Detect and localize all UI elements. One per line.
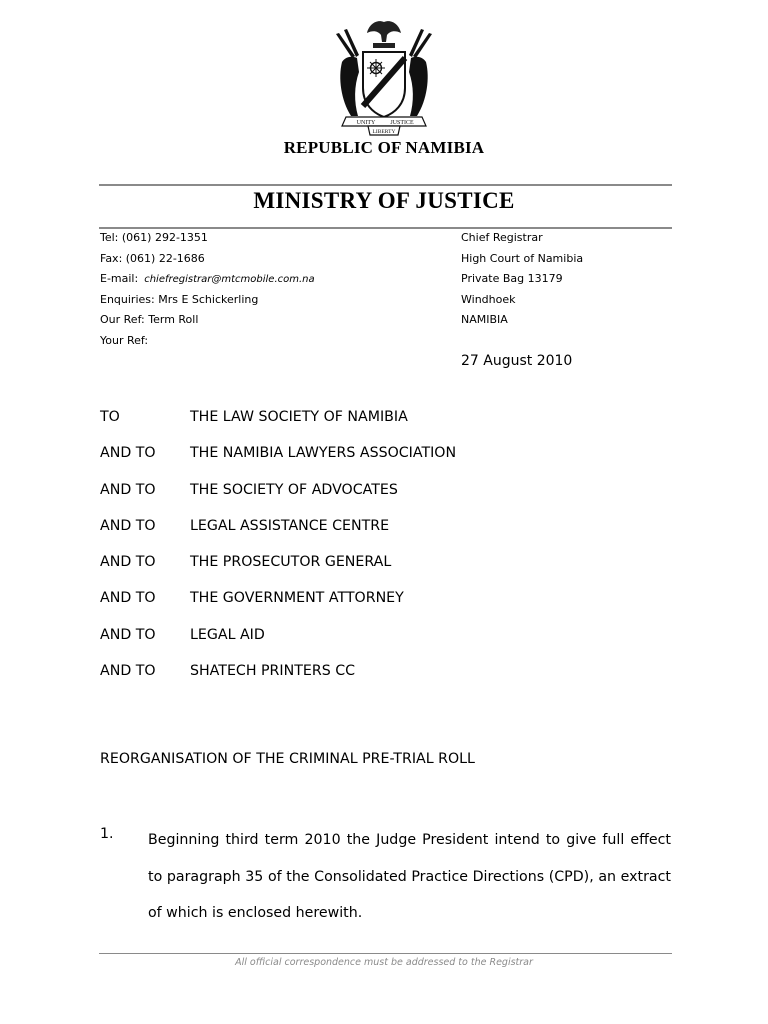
namibia-coat-of-arms-icon [328, 16, 440, 138]
tel-line: Tel: (061) 292-1351 [100, 231, 208, 244]
recipient-name: THE LAW SOCIETY OF NAMIBIA [190, 409, 408, 425]
email-line [100, 269, 315, 290]
fax-line: Fax: (061) 22-1686 [100, 251, 205, 265]
recipient-name: SHATECH PRINTERS CC [190, 663, 356, 680]
address-block-right [461, 228, 583, 331]
paragraph-text: Beginning third term 2010 the Judge President intend to give full effect to paragraph 35 of the Consolidated Practice Directions (CPD), an extract of which is enclosed herewith. [148, 832, 671, 921]
email-address: chiefregistrar@mtcmobile.com.na [144, 274, 315, 286]
footer-rule [99, 953, 672, 954]
contact-block-left [100, 228, 315, 352]
recipient-prefix: TO [100, 409, 120, 425]
recipient-prefix: AND TO [100, 517, 156, 534]
recipient-prefix: AND TO [100, 554, 156, 571]
recipient-name: LEGAL ASSISTANCE CENTRE [190, 517, 390, 534]
our-ref-line: Our Ref: Term Roll [100, 313, 199, 327]
paragraph-number: 1. [100, 826, 114, 842]
address-line-5: NAMIBIA [461, 313, 508, 327]
recipient-prefix: AND TO [100, 590, 156, 607]
recipient-prefix: AND TO [100, 481, 156, 498]
footer-note: All official correspondence must be addressed to the Registrar [235, 957, 533, 968]
recipient-prefix: AND TO [100, 663, 156, 680]
crest-ribbon-justice: JUSTICE [390, 120, 414, 126]
address-line-2: High Court of Namibia [461, 251, 584, 265]
crest-ribbon-unity: UNITY [356, 120, 376, 126]
recipient-name: THE GOVERNMENT ATTORNEY [190, 590, 404, 607]
subject-heading: REORGANISATION OF THE CRIMINAL PRE-TRIAL ROLL [100, 751, 475, 767]
address-line-4: Windhoek [461, 292, 516, 306]
email-label: E-mail: [100, 272, 139, 286]
republic-heading: REPUBLIC OF NAMIBIA [283, 138, 485, 157]
ministry-heading: MINISTRY OF JUSTICE [253, 188, 515, 213]
recipient-name: THE NAMIBIA LAWYERS ASSOCIATION [190, 445, 457, 462]
letter-date: 27 August 2010 [461, 353, 573, 369]
header-rule-top [99, 184, 672, 186]
recipient-name: THE PROSECUTOR GENERAL [190, 554, 392, 571]
address-line-1: Chief Registrar [461, 231, 543, 244]
recipient-prefix: AND TO [100, 445, 156, 462]
your-ref-line: Your Ref: [100, 333, 149, 347]
crest-ribbon-liberty: LIBERTY [372, 129, 396, 135]
recipient-prefix: AND TO [100, 626, 156, 643]
recipient-name: THE SOCIETY OF ADVOCATES [190, 481, 398, 498]
recipient-name: LEGAL AID [190, 626, 265, 643]
enquiries-line: Enquiries: Mrs E Schickerling [100, 292, 259, 306]
address-line-3: Private Bag 13179 [461, 272, 563, 286]
